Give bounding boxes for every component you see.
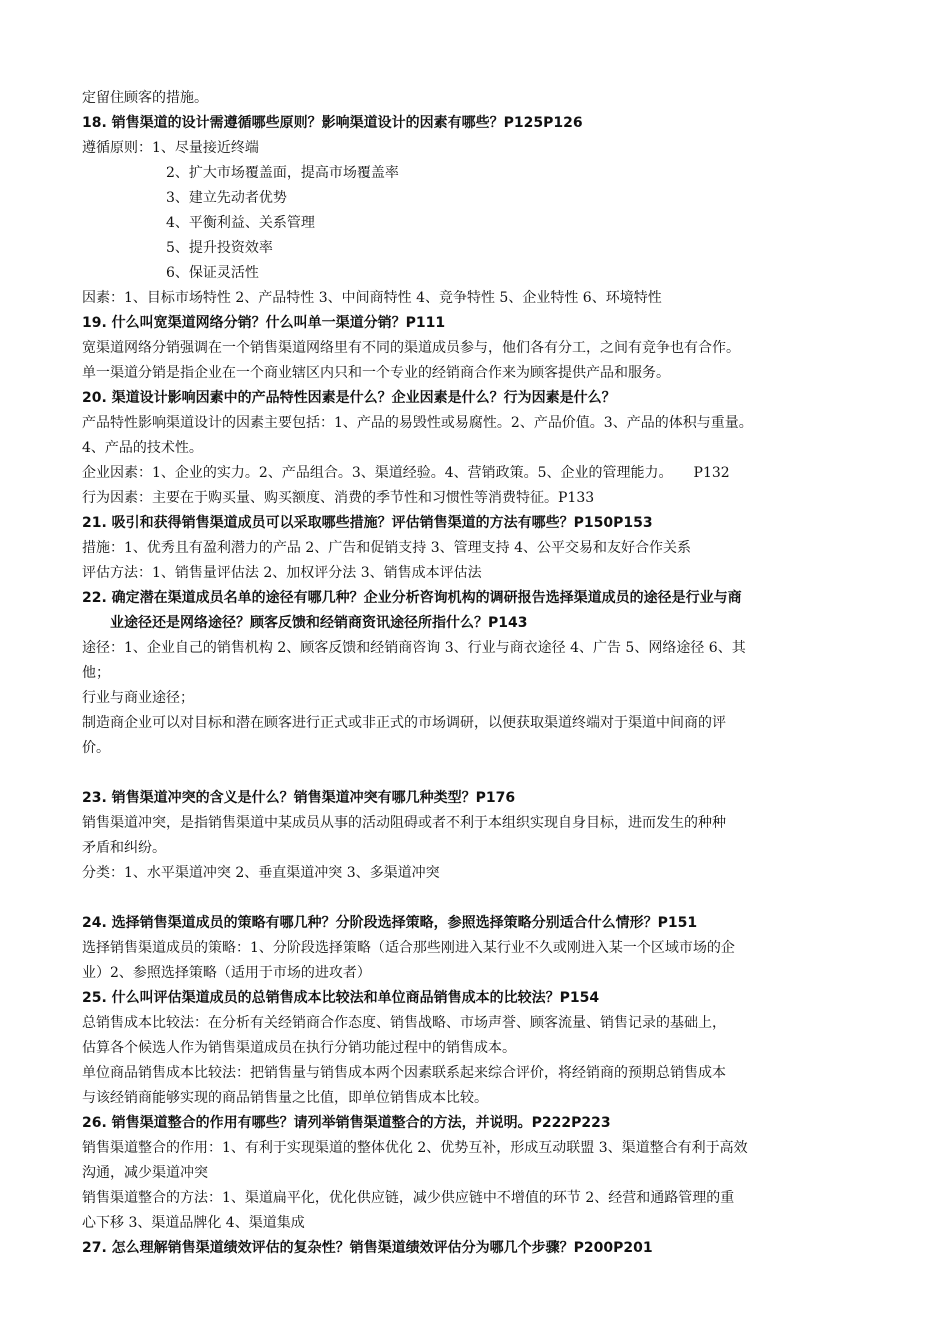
paragraph-gap xyxy=(82,761,882,786)
text-line: 分类：1、水平渠道冲突 2、垂直渠道冲突 3、多渠道冲突 xyxy=(82,865,440,881)
text-line: 定留住顾客的措施。 xyxy=(82,90,208,106)
text-line: 估算各个候选人作为销售渠道成员在执行分销功能过程中的销售成本。 xyxy=(82,1040,516,1056)
text-line: 评估方法：1、销售量评估法 2、加权评分法 3、销售成本评估法 xyxy=(82,565,482,581)
question-22: 22. 确定潜在渠道成员名单的途径有哪几种？企业分析咨询机构的调研报告选择渠道成员的途径是行业与商 xyxy=(82,590,742,606)
text-line: 销售渠道冲突，是指销售渠道中某成员从事的活动阻碍或者不利于本组织实现自身目标，进而发生的种种 xyxy=(82,815,726,831)
text-line: 遵循原则：1、尽量接近终端 xyxy=(82,140,259,156)
text-line: 价。 xyxy=(82,740,110,756)
text-line: 行业与商业途径； xyxy=(82,690,194,706)
text-line: 单一渠道分销是指企业在一个商业辖区内只和一个专业的经销商合作来为顾客提供产品和服务。 xyxy=(82,365,670,381)
question-20: 20. 渠道设计影响因素中的产品特性因素是什么？企业因素是什么？行为因素是什么？ xyxy=(82,390,616,406)
question-18: 18. 销售渠道的设计需遵循哪些原则？影响渠道设计的因素有哪些？P125P126 xyxy=(82,115,583,131)
text-line: 销售渠道整合的方法：1、渠道扁平化，优化供应链，减少供应链中不增值的环节 2、经营和通路管理的重 xyxy=(82,1190,735,1206)
question-25: 25. 什么叫评估渠道成员的总销售成本比较法和单位商品销售成本的比较法？P154 xyxy=(82,990,600,1006)
text-line: 与该经销商能够实现的商品销售量之比值，即单位销售成本比较。 xyxy=(82,1090,488,1106)
text-line: 业）2、参照选择策略（适用于市场的进攻者） xyxy=(82,965,371,981)
text-line: 宽渠道网络分销强调在一个销售渠道网络里有不同的渠道成员参与，他们各有分工，之间有竞争也有合作。 xyxy=(82,340,740,356)
text-line: 选择销售渠道成员的策略：1、分阶段选择策略（适合那些刚进入某行业不久或刚进入某一个区域市场的企 xyxy=(82,940,735,956)
text-line: 他； xyxy=(82,665,110,681)
text-line: 4、产品的技术性。 xyxy=(82,440,203,456)
text-line: 因素：1、目标市场特性 2、产品特性 3、中间商特性 4、竞争特性 5、企业特性 6、环境特性 xyxy=(82,290,662,306)
text-line: 沟通，减少渠道冲突 xyxy=(82,1165,208,1181)
list-item: 6、保证灵活性 xyxy=(166,265,259,281)
question-23: 23. 销售渠道冲突的含义是什么？销售渠道冲突有哪几种类型？P176 xyxy=(82,790,516,806)
text-line: 心下移 3、渠道品牌化 4、渠道集成 xyxy=(82,1215,305,1231)
text-line: 措施：1、优秀且有盈利潜力的产品 2、广告和促销支持 3、管理支持 4、公平交易和友好合作关系 xyxy=(82,540,691,556)
text-line: 产品特性影响渠道设计的因素主要包括：1、产品的易毁性或易腐性。2、产品价值。3、产品的体积与重量。 xyxy=(82,415,753,431)
paragraph-gap xyxy=(82,886,882,911)
list-item: 4、平衡利益、关系管理 xyxy=(166,215,315,231)
text-line: 矛盾和纠纷。 xyxy=(82,840,166,856)
text-line: 途径：1、企业自己的销售机构 2、顾客反馈和经销商咨询 3、行业与商衣途径 4、广告 5、网络途径 6、其 xyxy=(82,640,746,656)
text-line: 制造商企业可以对目标和潜在顾客进行正式或非正式的市场调研，以便获取渠道终端对于渠道中间商的评 xyxy=(82,715,726,731)
list-item: 5、提升投资效率 xyxy=(166,240,273,256)
question-21: 21. 吸引和获得销售渠道成员可以采取哪些措施？评估销售渠道的方法有哪些？P150P153 xyxy=(82,515,653,531)
text-line: 企业因素：1、企业的实力。2、产品组合。3、渠道经验。4、营销政策。5、企业的管理能力。 P132 xyxy=(82,465,730,481)
text-line: 行为因素：主要在于购买量、购买额度、消费的季节性和习惯性等消费特征。P133 xyxy=(82,490,595,506)
text-line: 单位商品销售成本比较法：把销售量与销售成本两个因素联系起来综合评价，将经销商的预期总销售成本 xyxy=(82,1065,726,1081)
text-line: 总销售成本比较法：在分析有关经销商合作态度、销售战略、市场声誉、顾客流量、销售记录的基础上， xyxy=(82,1015,726,1031)
list-item: 2、扩大市场覆盖面，提高市场覆盖率 xyxy=(166,165,399,181)
question-22-continued: 业途径还是网络途径？顾客反馈和经销商资讯途径所指什么？P143 xyxy=(110,615,528,631)
question-19: 19. 什么叫宽渠道网络分销？什么叫单一渠道分销？P111 xyxy=(82,315,446,331)
question-26: 26. 销售渠道整合的作用有哪些？请列举销售渠道整合的方法，并说明。P222P223 xyxy=(82,1115,611,1131)
list-item: 3、建立先动者优势 xyxy=(166,190,287,206)
question-24: 24. 选择销售渠道成员的策略有哪几种？分阶段选择策略，参照选择策略分别适合什么情形？P151 xyxy=(82,915,698,931)
question-27: 27. 怎么理解销售渠道绩效评估的复杂性？销售渠道绩效评估分为哪几个步骤？P200P201 xyxy=(82,1240,653,1256)
text-line: 销售渠道整合的作用：1、有利于实现渠道的整体优化 2、优势互补，形成互动联盟 3、渠道整合有利于高效 xyxy=(82,1140,748,1156)
document-page xyxy=(82,86,882,1261)
